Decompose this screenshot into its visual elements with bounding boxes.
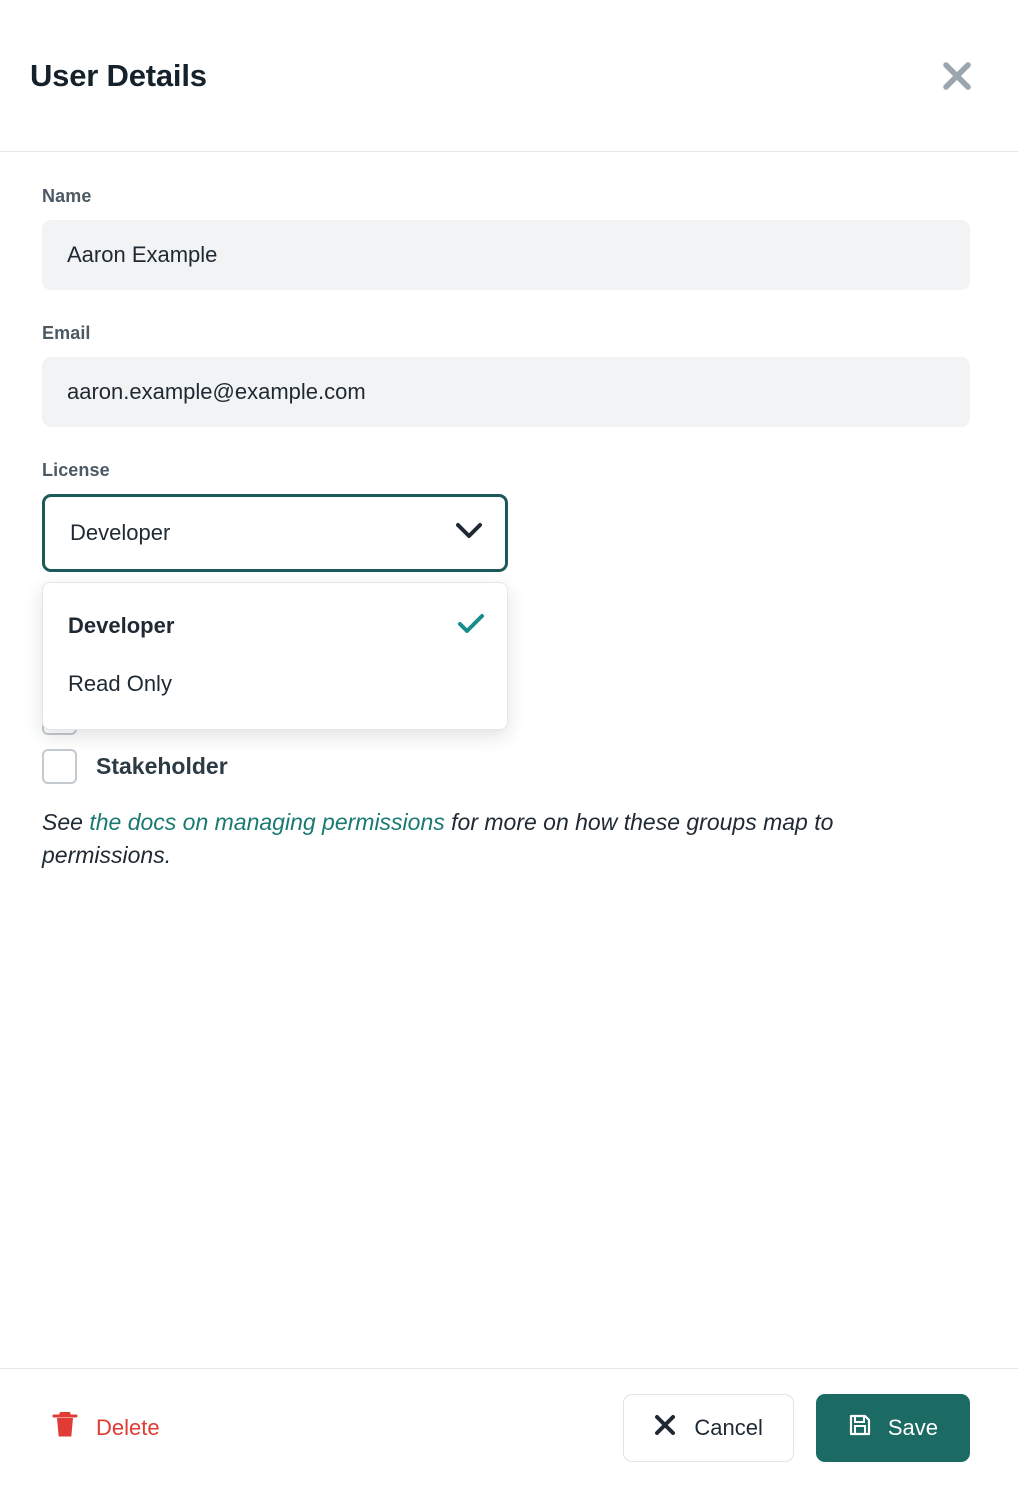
managing-permissions-link[interactable]: the docs on managing permissions xyxy=(89,809,445,835)
chevron-down-icon xyxy=(455,520,483,546)
license-option-label: Read Only xyxy=(68,671,172,696)
groups-help-text xyxy=(42,806,957,871)
name-input[interactable]: Aaron Example xyxy=(42,220,970,290)
close-icon[interactable] xyxy=(936,55,978,97)
x-icon xyxy=(654,1414,676,1442)
cancel-button[interactable] xyxy=(623,1394,793,1462)
group-label-stakeholder: Stakeholder xyxy=(96,753,228,779)
license-option-read-only[interactable] xyxy=(43,655,507,713)
group-row-stakeholder xyxy=(42,749,974,784)
footer-actions xyxy=(623,1394,970,1462)
save-disk-icon xyxy=(848,1413,872,1443)
email-field-block xyxy=(42,323,974,427)
save-button[interactable] xyxy=(816,1394,970,1462)
help-suffix: for more on how these groups map to permissions. xyxy=(42,809,834,868)
save-button-label: Save xyxy=(887,1414,938,1440)
name-label: Name xyxy=(42,186,92,206)
license-label: License xyxy=(42,460,110,480)
trash-icon xyxy=(52,1411,78,1445)
license-select-wrap xyxy=(42,494,508,696)
modal-header xyxy=(0,0,1018,152)
cancel-button-label: Cancel xyxy=(694,1414,763,1440)
page-title: User Details xyxy=(30,57,207,93)
license-option-developer[interactable] xyxy=(43,597,507,655)
check-icon xyxy=(457,613,485,640)
delete-button-label: Delete xyxy=(96,1414,160,1440)
delete-button[interactable] xyxy=(44,1401,168,1455)
checkbox-stakeholder[interactable] xyxy=(42,749,77,784)
license-select-value: Developer xyxy=(70,520,171,545)
license-option-label: Developer xyxy=(68,613,175,638)
license-field-block xyxy=(42,460,974,696)
help-prefix: See xyxy=(42,809,90,835)
modal-footer xyxy=(0,1368,1018,1486)
name-field-block xyxy=(42,186,974,290)
email-input[interactable]: aaron.example@example.com xyxy=(42,357,970,427)
modal-body xyxy=(0,152,1018,1368)
email-label: Email xyxy=(42,323,91,343)
license-select[interactable] xyxy=(42,494,508,572)
license-dropdown-menu xyxy=(42,582,508,730)
